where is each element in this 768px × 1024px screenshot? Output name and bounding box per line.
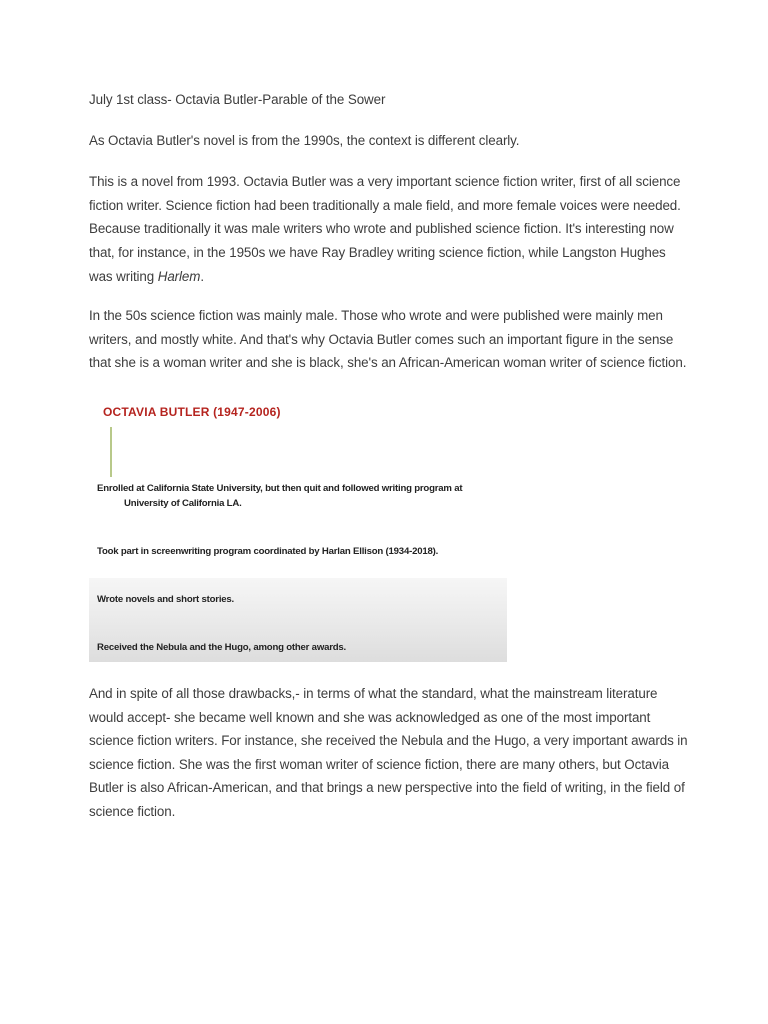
slide-bullet-novels: Wrote novels and short stories.: [97, 593, 235, 605]
slide-bullet-screenwriting: Took part in screenwriting program coordinated by Harlan Ellison (1934-2018).: [97, 545, 439, 557]
slide-bullet-education-line-1: Enrolled at California State University, but then quit and followed writing program at: [97, 482, 463, 494]
intro-paragraph: As Octavia Butler's novel is from the 1990s, the context is different clearly.: [89, 132, 520, 148]
slide-bullet-awards: Received the Nebula and the Hugo, among other awards.: [97, 641, 347, 653]
slide-accent-line: [110, 427, 112, 477]
document-heading: July 1st class- Octavia Butler-Parable of the Sower: [89, 92, 386, 107]
paragraph-acknowledgement: And in spite of all those drawbacks,- in terms of what the standard, what the mainstream literature would accept- she became well known and she was acknowledged as one of the most important science fiction writers. For instance, she received the Nebula and the Hugo, a very important awards in science fiction. She was the first woman writer of science fiction, there are many others, but Octavia Butler is also African-American, and that brings a new perspective into the field of writing, in the field of science fiction.: [89, 685, 688, 819]
slide-title: OCTAVIA BUTLER (1947-2006): [103, 404, 281, 419]
slide-bullet-education-line-2: University of California LA.: [124, 497, 242, 509]
paragraph-novel-context: [89, 170, 689, 288]
paragraph-novel-context-end: .: [200, 268, 204, 284]
slide-bullet-education: [97, 481, 462, 511]
paragraph-novel-context-text: This is a novel from 1993. Octavia Butler was a very important science fiction writer, first of all science fiction writer. Science fiction had been traditionally a male field, and more female voices were needed. Because traditionally it was male writers who wrote and published science fiction. It's interesting now that, for instance, in the 1950s we have Ray Bradley writing science fiction, while Langston Hughes was writing: [89, 174, 681, 284]
paragraph-fifties-sci-fi: In the 50s science fiction was mainly male. Those who wrote and were published were mainly men writers, and mostly white. And that's why Octavia Butler comes such an important figure in the sense that she is a woman writer and she is black, she's an African-American woman writer of science fiction.: [89, 308, 687, 371]
octavia-butler-slide-image: [89, 392, 507, 662]
harlem-title: Harlem: [157, 268, 201, 284]
document-page: [89, 88, 689, 840]
